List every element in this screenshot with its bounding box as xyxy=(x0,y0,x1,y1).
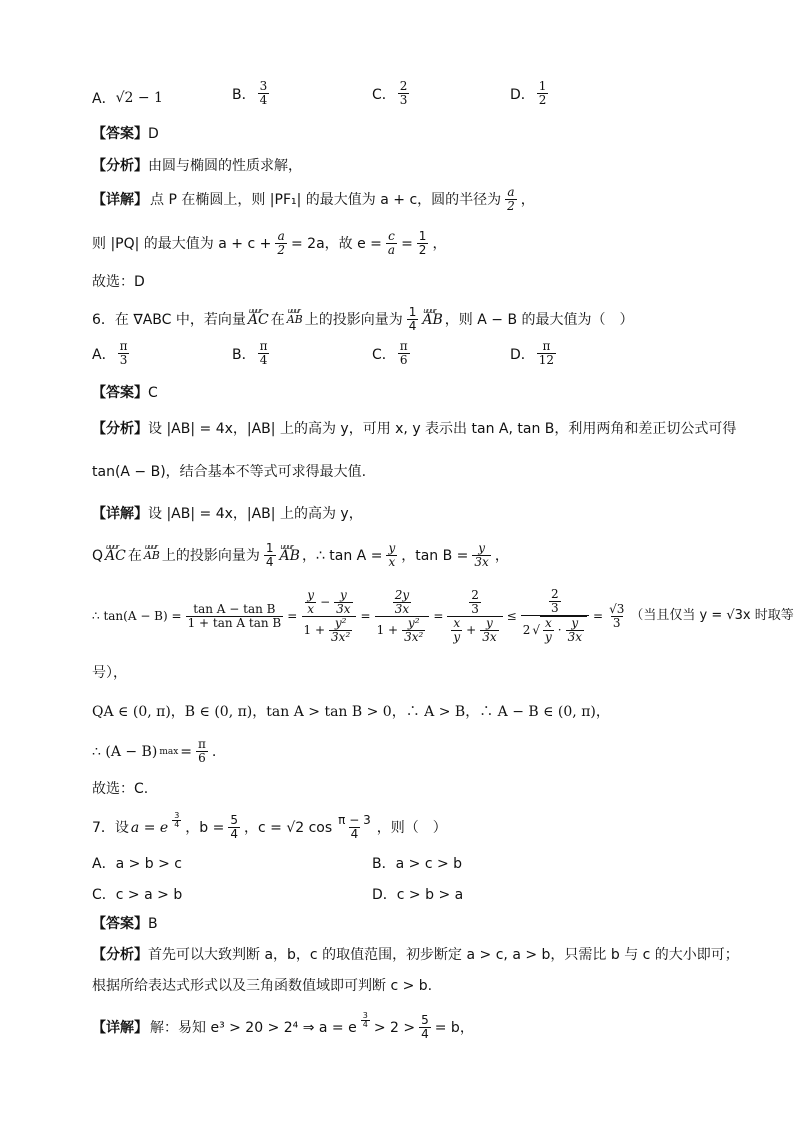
q6-max-line xyxy=(92,738,216,765)
num: 3 xyxy=(259,79,268,93)
vector-ab: uuur AB xyxy=(280,547,300,565)
fraction xyxy=(472,542,490,569)
num: y² xyxy=(407,615,420,630)
q5-answer xyxy=(92,125,159,143)
fraction xyxy=(329,617,352,644)
stem-text: ，b = xyxy=(185,819,225,836)
num: √3 xyxy=(609,601,625,616)
eq-sign: = xyxy=(593,609,604,623)
q6-eq-note-2: 号）， xyxy=(92,665,127,681)
q7-answer xyxy=(92,915,158,933)
den xyxy=(375,616,430,644)
detail-text: ，∴ tan A = xyxy=(301,547,383,564)
stem-text: ，则（ ） xyxy=(376,819,447,836)
fraction xyxy=(417,230,429,257)
detail-text: ， xyxy=(520,191,535,208)
fraction xyxy=(336,814,373,841)
num: y² xyxy=(334,615,347,630)
den: 3x² xyxy=(331,629,351,644)
detail-text: = 2a，故 e = xyxy=(290,235,382,252)
detail-text: 在 xyxy=(127,547,142,564)
q6-range-line: QA ∈ (0, π)，B ∈ (0, π)，tan A > tan B > 0，∴ A > B，∴ A − B ∈ (0, π)， xyxy=(92,704,610,720)
den: 1 + tan A tan B xyxy=(187,615,282,630)
option-letter: C． xyxy=(372,346,396,363)
num: c xyxy=(388,229,395,243)
num: tan A − tan B xyxy=(193,601,276,616)
den: 3x xyxy=(336,601,351,616)
num: 1 xyxy=(418,229,427,243)
q6-option-d xyxy=(510,340,558,367)
eq-sign: = xyxy=(180,743,193,760)
detail-text: 点 P 在椭圆上，则 |PF₁| 的最大值为 a + c，圆的半径为 xyxy=(150,191,502,208)
fraction xyxy=(386,230,397,257)
num: 3 xyxy=(174,811,180,820)
fraction xyxy=(393,589,411,616)
num: a xyxy=(507,185,515,199)
den: 3 xyxy=(119,353,128,367)
vector-ab: uuur AB xyxy=(422,311,442,329)
vector-ac: uuur AC xyxy=(248,311,269,329)
eq-fraction-1 xyxy=(186,603,284,630)
num xyxy=(545,588,565,615)
eq-text: . xyxy=(211,743,217,760)
analysis-text: 设 |AB| = 4x，|AB| 上的高为 y，可用 x, y 表示出 tan A, tan B，利用两角和差正切公式可得 xyxy=(148,421,737,437)
den: 4 xyxy=(259,353,268,367)
num: 2 xyxy=(399,79,408,93)
eq-fraction-3 xyxy=(375,589,430,644)
q5-option-a xyxy=(92,88,163,108)
num xyxy=(465,589,485,616)
analysis-tag: 【分析】 xyxy=(92,421,148,437)
q5-option-d xyxy=(510,80,550,107)
fraction xyxy=(398,340,410,367)
detail-text: ， xyxy=(432,235,447,252)
answer-value: B xyxy=(148,916,158,932)
den: 2 xyxy=(418,243,427,257)
stem-text: ，则 A − B 的最大值为（ ） xyxy=(444,311,634,328)
option-letter: A． xyxy=(92,91,116,107)
answer-tag: 【答案】 xyxy=(92,916,148,932)
den xyxy=(521,615,589,644)
fraction xyxy=(258,80,270,107)
fraction xyxy=(305,589,316,616)
den: 2 xyxy=(277,243,285,257)
den: 4 xyxy=(174,820,180,829)
sqrt: √ $\frac{x}{y}$ · $\frac{y}{3x}$ xyxy=(532,616,587,644)
den: 3 xyxy=(471,601,479,616)
detail-tag: 【详解】 xyxy=(92,191,148,208)
den: 4 xyxy=(421,1027,429,1041)
q7-analysis-line-2: 根据所给表达式形式以及三角函数值域即可判断 c > b. xyxy=(92,978,433,994)
answer-tag: 【答案】 xyxy=(92,126,148,142)
exponent-fraction xyxy=(172,812,181,829)
num: 5 xyxy=(230,813,238,827)
fraction xyxy=(543,617,554,644)
exponent-fraction xyxy=(361,1012,370,1029)
fraction xyxy=(419,1014,431,1041)
stem-text: 7．设 xyxy=(92,819,129,836)
den: 6 xyxy=(198,751,206,765)
num: π xyxy=(198,737,206,751)
num: π − 3 xyxy=(338,813,371,827)
fraction xyxy=(196,738,208,765)
q6-analysis-line-1 xyxy=(92,420,736,438)
q5-option-b xyxy=(232,80,271,107)
q7-analysis-line-1 xyxy=(92,946,739,964)
option-letter: D． xyxy=(510,346,535,363)
den: 4 xyxy=(362,1020,368,1029)
detail-text: 则 |PQ| 的最大值为 a + c + xyxy=(92,235,272,252)
den: 3x xyxy=(567,630,583,644)
stem-math: a = e xyxy=(130,819,169,836)
eq-fraction-4 xyxy=(447,589,502,644)
num: y xyxy=(478,541,486,555)
num: π xyxy=(399,339,408,353)
fraction xyxy=(505,186,517,213)
num: π xyxy=(542,339,551,353)
stem-text: 6．在 ∇ABC 中，若向量 xyxy=(92,311,246,328)
fraction xyxy=(407,306,419,333)
fraction xyxy=(480,617,498,644)
stem-text: 在 xyxy=(270,311,285,328)
detail-text: ， xyxy=(494,547,509,564)
fraction xyxy=(275,230,287,257)
analysis-tag: 【分析】 xyxy=(92,947,148,963)
eq-sign: = xyxy=(360,609,371,623)
den: 3x xyxy=(474,555,489,569)
den: 3 xyxy=(551,601,559,615)
subscript: max xyxy=(159,746,179,757)
fraction xyxy=(537,340,556,367)
den: 4 xyxy=(265,555,274,569)
detail-text: = b， xyxy=(434,1019,474,1036)
q6-option-c xyxy=(372,340,412,367)
stem-text: 上的投影向量为 xyxy=(304,311,403,328)
num: 1 xyxy=(265,541,274,555)
q6-analysis-line-2: tan(A − B)，结合基本不等式可求得最大值. xyxy=(92,464,367,480)
den: 3 xyxy=(612,615,621,630)
den: y xyxy=(453,629,461,644)
den: 4 xyxy=(408,319,417,333)
num: y xyxy=(307,587,315,602)
q7-option-c: C．c > a > b xyxy=(92,887,183,903)
num: y xyxy=(339,587,347,602)
q6-answer xyxy=(92,384,158,402)
den: a xyxy=(387,243,396,257)
eq-sign: ≤ xyxy=(506,609,517,623)
den: 4 xyxy=(350,827,359,841)
den: 12 xyxy=(538,353,555,367)
answer-value: D xyxy=(148,126,159,142)
fraction xyxy=(549,588,561,615)
num: 2 xyxy=(551,587,559,601)
fraction xyxy=(264,542,276,569)
fraction xyxy=(566,617,584,644)
den: y xyxy=(545,630,552,644)
option-letter: B． xyxy=(232,346,256,363)
detail-text: = xyxy=(401,235,413,252)
eq-sign: = xyxy=(433,609,444,623)
den: 3x xyxy=(482,629,497,644)
num: 3 xyxy=(362,1011,368,1020)
num: y xyxy=(388,541,396,555)
q7-detail xyxy=(92,1011,474,1041)
num: 2 xyxy=(471,587,479,602)
num: $\frac{y}{x}$ − $\frac{y}{3x}$ xyxy=(307,587,351,616)
detail-text: > 2 > xyxy=(373,1019,416,1036)
q7-option-b: B．a > c > b xyxy=(372,856,463,872)
detail-text: 上的投影向量为 xyxy=(161,547,260,564)
den: 2 xyxy=(507,199,515,213)
q7-option-d: D．c > b > a xyxy=(372,887,464,903)
vector-ab: uuur AB xyxy=(144,547,160,565)
option-letter: B． xyxy=(232,86,256,103)
num: π xyxy=(119,339,128,353)
eq-text: ∴ (A − B) xyxy=(92,743,158,760)
num: π xyxy=(259,339,268,353)
den: 2 xyxy=(538,93,547,107)
fraction xyxy=(228,814,240,841)
option-value: √2 − 1 xyxy=(115,90,163,106)
eq-note: （当且仅当 y = √3x 时取等 xyxy=(630,608,794,623)
stem-text: ，c = √2 cos xyxy=(244,819,333,836)
num: x xyxy=(545,616,552,630)
option-letter: D． xyxy=(510,86,535,103)
q6-option-a xyxy=(92,340,131,367)
fraction xyxy=(398,80,410,107)
den: x xyxy=(307,601,315,616)
q5-detail-line-2 xyxy=(92,230,446,257)
fraction xyxy=(258,340,270,367)
q6-conclusion: 故选：C. xyxy=(92,781,149,797)
q5-detail-line-1 xyxy=(92,186,535,213)
num: 1 xyxy=(538,79,547,93)
fraction xyxy=(386,542,397,569)
num xyxy=(389,589,415,616)
den xyxy=(302,616,357,644)
q5-option-c xyxy=(372,80,411,107)
q6-stem xyxy=(92,306,634,333)
eq-text: 2 xyxy=(522,622,531,637)
num: x xyxy=(453,615,461,630)
analysis-text: 首先可以大致判断 a，b，c 的取值范围，初步断定 a > c, a > b，只需比 b 与 c 的大小即可； xyxy=(148,947,739,963)
num: a xyxy=(277,229,285,243)
detail-tag: 【详解】 xyxy=(92,506,148,522)
vector-ac: uuur AC xyxy=(105,547,126,565)
eq-sign: = xyxy=(287,609,298,623)
detail-text: 解：易知 e³ > 20 > 2⁴ ⇒ a = e xyxy=(150,1019,357,1036)
detail-text: Q xyxy=(92,547,104,564)
answer-value: C xyxy=(148,385,158,401)
num: 2y xyxy=(394,587,410,602)
q7-option-a: A．a > b > c xyxy=(92,856,183,872)
vector-ab: uuur AB xyxy=(287,311,303,329)
eq-fraction-5 xyxy=(521,588,589,644)
detail-text: 设 |AB| = 4x，|AB| 上的高为 y， xyxy=(148,506,363,522)
answer-tag: 【答案】 xyxy=(92,385,148,401)
q7-stem xyxy=(92,811,447,841)
analysis-text: 由圆与椭圆的性质求解， xyxy=(148,158,302,174)
analysis-tag: 【分析】 xyxy=(92,158,148,174)
detail-text: ，tan B = xyxy=(401,547,469,564)
fraction xyxy=(451,617,462,644)
den: 3x xyxy=(394,601,410,616)
fraction xyxy=(334,589,352,616)
detail-tag: 【详解】 xyxy=(92,1019,148,1036)
num: y xyxy=(571,616,579,630)
option-letter: C． xyxy=(372,86,396,103)
den: 6 xyxy=(399,353,408,367)
eq-fraction-2 xyxy=(301,589,356,644)
eq-text: 1 + xyxy=(303,622,326,637)
den: 4 xyxy=(259,93,268,107)
eq-text: 1 + xyxy=(376,622,399,637)
option-letter: A． xyxy=(92,346,116,363)
fraction xyxy=(118,340,130,367)
q5-analysis xyxy=(92,157,302,175)
radicand: $\frac{x}{y}$ · $\frac{y}{3x}$ xyxy=(540,616,587,644)
eq-text: ∴ tan(A − B) = xyxy=(92,609,182,623)
den: $\frac{x}{y}$ + $\frac{y}{3x}$ xyxy=(447,616,502,644)
den: 3 xyxy=(399,93,408,107)
den: 3x² xyxy=(404,629,424,644)
fraction xyxy=(537,80,549,107)
q5-conclusion: 故选：D xyxy=(92,274,145,290)
fraction xyxy=(469,589,481,616)
eq-result xyxy=(607,603,626,630)
q6-equation xyxy=(92,588,794,644)
q6-option-b xyxy=(232,340,272,367)
num: y xyxy=(486,615,493,630)
num: 1 xyxy=(408,305,417,319)
q6-detail-line-2 xyxy=(92,542,509,569)
fraction xyxy=(402,617,425,644)
den: 4 xyxy=(230,827,238,841)
num: 5 xyxy=(421,1013,429,1027)
den: x xyxy=(388,555,396,569)
q6-detail-line-1 xyxy=(92,505,363,523)
